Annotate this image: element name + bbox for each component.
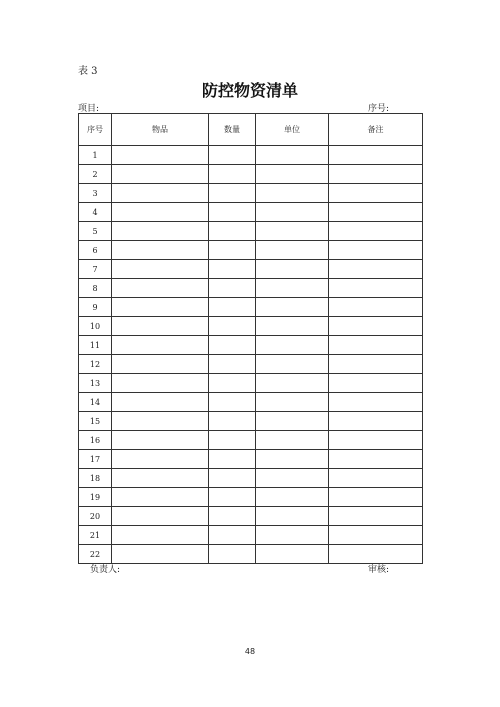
unit-cell[interactable] [256,260,329,279]
item-cell[interactable] [112,146,209,165]
row-serial-cell: 8 [79,279,112,298]
remarks-cell[interactable] [329,526,423,545]
quantity-cell[interactable] [209,317,256,336]
column-header-item: 物品 [112,114,209,146]
row-serial-cell: 7 [79,260,112,279]
remarks-cell[interactable] [329,336,423,355]
unit-cell[interactable] [256,279,329,298]
review-label: 审核: [368,565,390,575]
table-row [79,507,423,526]
table-row [79,488,423,507]
row-serial-cell: 6 [79,241,112,260]
table-row [79,374,423,393]
item-cell[interactable] [112,165,209,184]
table-row [79,431,423,450]
unit-cell[interactable] [256,165,329,184]
column-header-unit: 单位 [256,114,329,146]
remarks-cell[interactable] [329,279,423,298]
row-serial-cell: 2 [79,165,112,184]
item-cell[interactable] [112,203,209,222]
item-cell[interactable] [112,317,209,336]
remarks-cell[interactable] [329,184,423,203]
row-serial-cell: 1 [79,146,112,165]
remarks-cell[interactable] [329,431,423,450]
remarks-cell[interactable] [329,355,423,374]
table-row [79,545,423,564]
item-cell[interactable] [112,507,209,526]
quantity-cell[interactable] [209,165,256,184]
row-serial-cell: 5 [79,222,112,241]
row-serial-cell: 4 [79,203,112,222]
unit-cell[interactable] [256,222,329,241]
row-serial-cell: 20 [79,507,112,526]
table-header-row [79,114,423,146]
unit-cell[interactable] [256,336,329,355]
row-serial-cell: 12 [79,355,112,374]
quantity-cell[interactable] [209,469,256,488]
column-header-remarks: 备注 [329,114,423,146]
item-cell[interactable] [112,298,209,317]
remarks-cell[interactable] [329,393,423,412]
responsible-label: 负责人: [90,565,121,575]
remarks-cell[interactable] [329,450,423,469]
table-row [79,336,423,355]
unit-cell[interactable] [256,146,329,165]
remarks-cell[interactable] [329,412,423,431]
page-number: 48 [244,647,256,656]
row-serial-cell: 22 [79,545,112,564]
quantity-cell[interactable] [209,222,256,241]
table-row [79,260,423,279]
row-serial-cell: 14 [79,393,112,412]
quantity-cell[interactable] [209,298,256,317]
item-cell[interactable] [112,431,209,450]
row-serial-cell: 21 [79,526,112,545]
remarks-cell[interactable] [329,298,423,317]
remarks-cell[interactable] [329,260,423,279]
quantity-cell[interactable] [209,260,256,279]
unit-cell[interactable] [256,545,329,564]
item-cell[interactable] [112,393,209,412]
remarks-cell[interactable] [329,317,423,336]
quantity-cell[interactable] [209,374,256,393]
row-serial-cell: 17 [79,450,112,469]
item-cell[interactable] [112,412,209,431]
table-row [79,184,423,203]
unit-cell[interactable] [256,393,329,412]
quantity-cell[interactable] [209,412,256,431]
quantity-cell[interactable] [209,450,256,469]
unit-cell[interactable] [256,317,329,336]
table-tag: 表 3 [78,66,98,77]
table-row [79,355,423,374]
quantity-cell[interactable] [209,393,256,412]
item-cell[interactable] [112,450,209,469]
item-cell[interactable] [112,336,209,355]
quantity-cell[interactable] [209,184,256,203]
column-header-quantity: 数量 [209,114,256,146]
table-row [79,298,423,317]
table-row [79,165,423,184]
quantity-cell[interactable] [209,241,256,260]
column-header-serial: 序号 [79,114,112,146]
table-row [79,469,423,488]
unit-cell[interactable] [256,355,329,374]
item-cell[interactable] [112,184,209,203]
row-serial-cell: 15 [79,412,112,431]
table-row [79,412,423,431]
item-cell[interactable] [112,241,209,260]
remarks-cell[interactable] [329,488,423,507]
remarks-cell[interactable] [329,222,423,241]
quantity-cell[interactable] [209,336,256,355]
remarks-cell[interactable] [329,507,423,526]
remarks-cell[interactable] [329,146,423,165]
remarks-cell[interactable] [329,165,423,184]
row-serial-cell: 16 [79,431,112,450]
item-cell[interactable] [112,279,209,298]
item-cell[interactable] [112,469,209,488]
page-title: 防控物资清单 [201,81,298,100]
unit-cell[interactable] [256,431,329,450]
row-serial-cell: 9 [79,298,112,317]
quantity-cell[interactable] [209,203,256,222]
item-cell[interactable] [112,355,209,374]
remarks-cell[interactable] [329,374,423,393]
supplies-table [78,113,423,564]
unit-cell[interactable] [256,184,329,203]
quantity-cell[interactable] [209,545,256,564]
item-cell[interactable] [112,488,209,507]
unit-cell[interactable] [256,526,329,545]
table-row [79,222,423,241]
item-cell[interactable] [112,526,209,545]
table-row [79,146,423,165]
table-row [79,450,423,469]
table-row [79,279,423,298]
item-cell[interactable] [112,374,209,393]
row-serial-cell: 19 [79,488,112,507]
quantity-cell[interactable] [209,526,256,545]
unit-cell[interactable] [256,450,329,469]
unit-cell[interactable] [256,203,329,222]
table-row [79,393,423,412]
quantity-cell[interactable] [209,355,256,374]
row-serial-cell: 18 [79,469,112,488]
row-serial-cell: 11 [79,336,112,355]
unit-cell[interactable] [256,507,329,526]
item-cell[interactable] [112,545,209,564]
table-row [79,526,423,545]
unit-cell[interactable] [256,241,329,260]
row-serial-cell: 13 [79,374,112,393]
remarks-cell[interactable] [329,203,423,222]
item-cell[interactable] [112,260,209,279]
row-serial-cell: 3 [79,184,112,203]
quantity-cell[interactable] [209,431,256,450]
unit-cell[interactable] [256,488,329,507]
unit-cell[interactable] [256,374,329,393]
table-row [79,203,423,222]
unit-cell[interactable] [256,412,329,431]
remarks-cell[interactable] [329,241,423,260]
unit-cell[interactable] [256,469,329,488]
serial-label: 序号: [368,104,390,114]
row-serial-cell: 10 [79,317,112,336]
quantity-cell[interactable] [209,146,256,165]
table-row [79,317,423,336]
quantity-cell[interactable] [209,488,256,507]
remarks-cell[interactable] [329,545,423,564]
remarks-cell[interactable] [329,469,423,488]
item-cell[interactable] [112,222,209,241]
quantity-cell[interactable] [209,279,256,298]
quantity-cell[interactable] [209,507,256,526]
project-label: 项目: [78,104,100,114]
unit-cell[interactable] [256,298,329,317]
table-row [79,241,423,260]
